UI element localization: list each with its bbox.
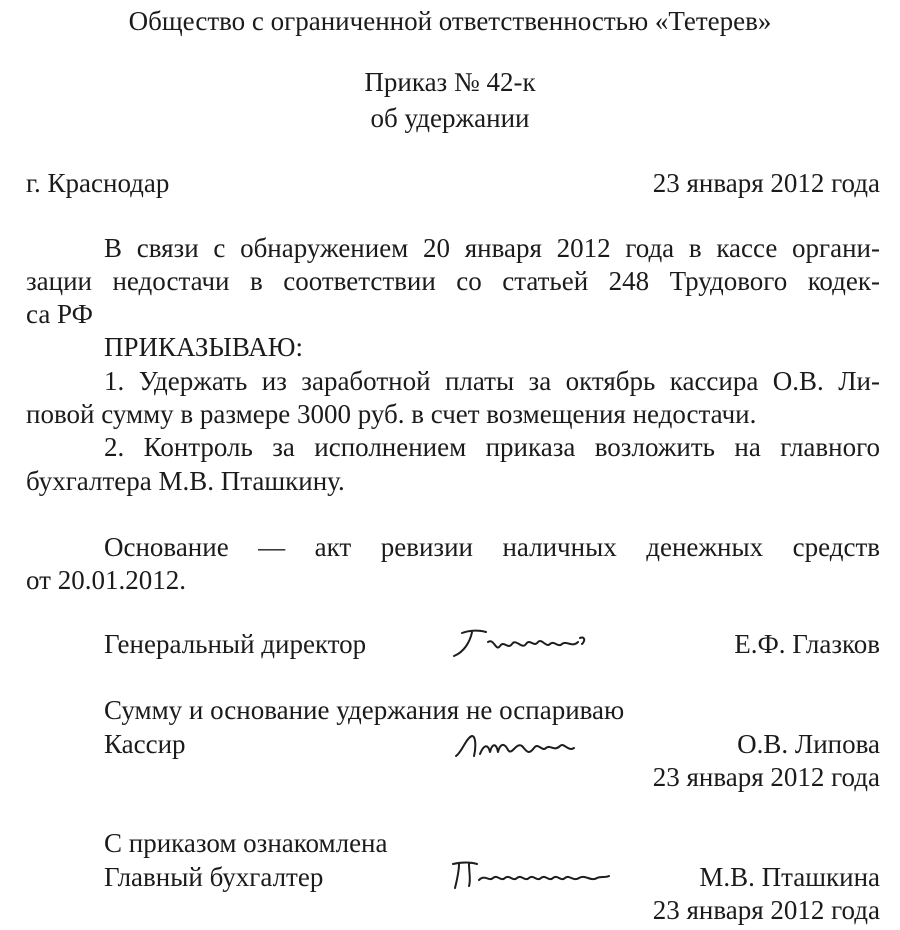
accountant-position: Главный бухгалтер xyxy=(104,862,324,892)
item1-line: повой сумму в размере 3000 руб. в счет возмещения недостачи. xyxy=(26,399,757,429)
accountant-acknowledgement: С приказом ознакомлена xyxy=(104,828,388,858)
order-subject: об удержании xyxy=(370,103,530,133)
cashier-agreement: Сумму и основание удержания не оспариваю xyxy=(104,695,625,725)
cashier-name: О.В. Липова xyxy=(737,729,880,759)
order-date: 23 января 2012 года xyxy=(652,168,880,198)
accountant-signature xyxy=(445,856,615,896)
accountant-date: 23 января 2012 года xyxy=(652,895,880,925)
basis-line: Основание — акт ревизии наличных денежных средств xyxy=(104,532,880,562)
preamble-line: В связи с обнаружением 20 января 2012 года в кассе органи- xyxy=(104,233,880,263)
preamble-line: са РФ xyxy=(26,299,93,329)
order-word: ПРИКАЗЫВАЮ: xyxy=(104,332,303,362)
accountant-name: М.В. Пташкина xyxy=(699,862,880,892)
city: г. Краснодар xyxy=(26,168,170,198)
order-title: Приказ № 42-к xyxy=(364,67,536,97)
director-name: Е.Ф. Глазков xyxy=(734,629,880,659)
basis-line: от 20.01.2012. xyxy=(26,565,186,595)
item2-line: 2. Контроль за исполнением приказа возложить на главного xyxy=(104,432,880,462)
item1-line: 1. Удержать из заработной платы за октябрь кассира О.В. Ли- xyxy=(104,366,880,396)
cashier-date: 23 января 2012 года xyxy=(652,762,880,792)
preamble-line: зации недостачи в соответствии со статьей 248 Трудового кодек- xyxy=(26,266,880,296)
cashier-position: Кассир xyxy=(104,729,186,759)
cashier-signature xyxy=(450,726,580,766)
organization-name: Общество с ограниченной ответственностью «Тетерев» xyxy=(128,6,772,36)
director-position: Генеральный директор xyxy=(104,629,367,659)
director-signature xyxy=(450,624,590,664)
item2-line: бухгалтера М.В. Пташкину. xyxy=(26,466,345,496)
